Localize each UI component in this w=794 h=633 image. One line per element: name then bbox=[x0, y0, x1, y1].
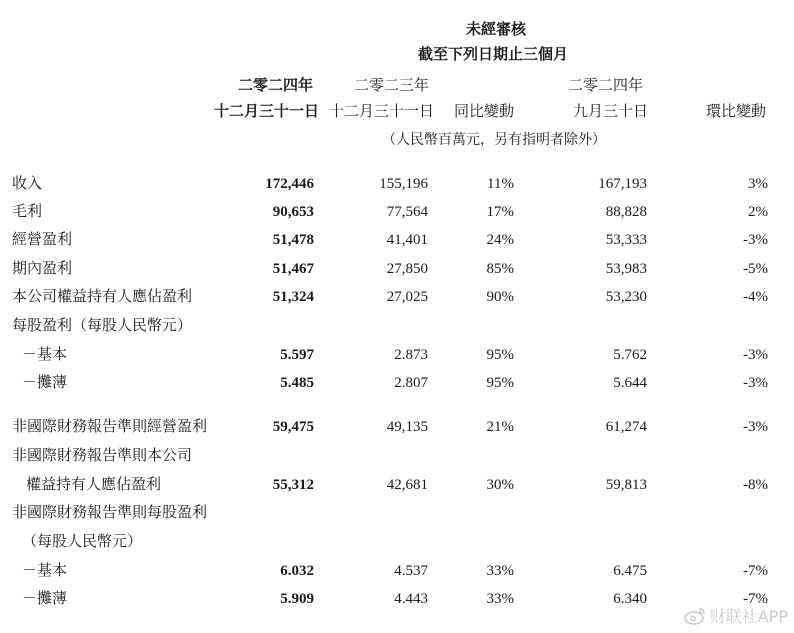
cell-c2: 4.443 bbox=[394, 591, 428, 607]
cell-c2: 2.807 bbox=[394, 375, 428, 391]
cell-c1: 51,324 bbox=[272, 289, 314, 305]
row-label: 期內盈利 bbox=[12, 259, 73, 277]
cell-c3: 11% bbox=[487, 176, 514, 192]
cell-c2: 27,025 bbox=[386, 289, 428, 305]
row-label: 收入 bbox=[12, 174, 43, 192]
cell-c3: 33% bbox=[486, 591, 514, 607]
cell-c4: 6.475 bbox=[613, 563, 647, 579]
cell-c1: 5.485 bbox=[280, 375, 314, 391]
cell-c4: 167,193 bbox=[598, 176, 647, 192]
cell-c1: 51,467 bbox=[272, 261, 314, 277]
cell-c4: 53,230 bbox=[605, 289, 647, 305]
cell-c4: 53,983 bbox=[605, 261, 647, 277]
unit-note: （人民幣百萬元，另有指明者除外） bbox=[382, 132, 606, 148]
cell-c1: 51,478 bbox=[272, 232, 314, 248]
cell-c4: 61,274 bbox=[605, 419, 647, 435]
cell-c3: 21% bbox=[486, 419, 514, 435]
col3-header-yoy: 同比變動 bbox=[454, 102, 515, 120]
header-period: 截至下列日期止三個月 bbox=[418, 45, 569, 63]
cell-c1: 55,312 bbox=[272, 477, 314, 493]
row-label: 非國際財務報告準則每股盈利 bbox=[12, 503, 208, 521]
cell-c2: 49,135 bbox=[386, 419, 428, 435]
cell-c4: 5.762 bbox=[613, 347, 647, 363]
col1-header-year: 二零二四年 bbox=[238, 76, 314, 94]
row-label: －攤薄 bbox=[22, 373, 68, 391]
cell-c4: 6.340 bbox=[613, 591, 647, 607]
col1-header-date: 十二月三十一日 bbox=[214, 102, 320, 120]
cell-c3: 90% bbox=[486, 289, 514, 305]
cell-c5: -7% bbox=[743, 591, 768, 607]
col4-header-year: 二零二四年 bbox=[568, 76, 644, 94]
row-label: 非國際財務報告準則經營盈利 bbox=[12, 417, 208, 435]
cell-c1: 59,475 bbox=[272, 419, 314, 435]
cell-c4: 59,813 bbox=[605, 477, 647, 493]
col2-header-date: 十二月三十一日 bbox=[329, 102, 435, 120]
cell-c2: 41,401 bbox=[386, 232, 428, 248]
cell-c5: 2% bbox=[748, 204, 768, 220]
cell-c1: 6.032 bbox=[280, 563, 314, 579]
row-label: 本公司權益持有人應佔盈利 bbox=[12, 287, 193, 305]
cell-c2: 27,850 bbox=[386, 261, 428, 277]
cell-c1: 172,446 bbox=[265, 176, 314, 192]
cell-c3: 30% bbox=[486, 477, 514, 493]
row-label: 權益持有人應佔盈利 bbox=[26, 475, 162, 493]
cell-c2: 42,681 bbox=[386, 477, 428, 493]
col5-header-qoq: 環比變動 bbox=[706, 102, 767, 120]
cell-c5: -3% bbox=[743, 375, 768, 391]
row-label: 每股盈利（每股人民幣元） bbox=[12, 316, 193, 334]
cell-c5: 3% bbox=[748, 176, 768, 192]
cell-c1: 5.909 bbox=[280, 591, 314, 607]
row-label: 非國際財務報告準則本公司 bbox=[12, 446, 193, 464]
header-unaudited: 未經審核 bbox=[466, 20, 527, 38]
cell-c2: 2.873 bbox=[394, 347, 428, 363]
cell-c5: -4% bbox=[743, 289, 768, 305]
cell-c3: 33% bbox=[486, 563, 514, 579]
cell-c5: -3% bbox=[743, 232, 768, 248]
cell-c5: -3% bbox=[743, 419, 768, 435]
cell-c2: 4.537 bbox=[394, 563, 428, 579]
cell-c4: 53,333 bbox=[605, 232, 647, 248]
cell-c5: -5% bbox=[743, 261, 768, 277]
col4-header-date: 九月三十日 bbox=[573, 102, 649, 120]
cell-c3: 95% bbox=[486, 375, 514, 391]
row-label: －基本 bbox=[22, 561, 68, 579]
weibo-logo-icon bbox=[684, 607, 706, 625]
cell-c3: 17% bbox=[486, 204, 514, 220]
cell-c4: 5.644 bbox=[613, 375, 647, 391]
row-label: －攤薄 bbox=[22, 589, 68, 607]
cell-c5: -3% bbox=[743, 347, 768, 363]
cell-c5: -7% bbox=[743, 563, 768, 579]
row-label: 經營盈利 bbox=[12, 230, 73, 248]
col2-header-year: 二零二三年 bbox=[354, 76, 430, 94]
row-label: 毛利 bbox=[12, 202, 43, 220]
watermark-text: 财联社APP bbox=[709, 607, 788, 626]
cell-c3: 95% bbox=[486, 347, 514, 363]
row-label: （每股人民幣元） bbox=[22, 532, 143, 550]
cell-c3: 85% bbox=[486, 261, 514, 277]
cell-c3: 24% bbox=[486, 232, 514, 248]
cell-c5: -8% bbox=[743, 477, 768, 493]
cell-c4: 88,828 bbox=[605, 204, 647, 220]
row-label: －基本 bbox=[22, 345, 68, 363]
cell-c1: 5.597 bbox=[280, 347, 314, 363]
cell-c1: 90,653 bbox=[272, 204, 314, 220]
cell-c2: 155,196 bbox=[379, 176, 428, 192]
watermark bbox=[684, 604, 788, 627]
cell-c2: 77,564 bbox=[386, 204, 428, 220]
